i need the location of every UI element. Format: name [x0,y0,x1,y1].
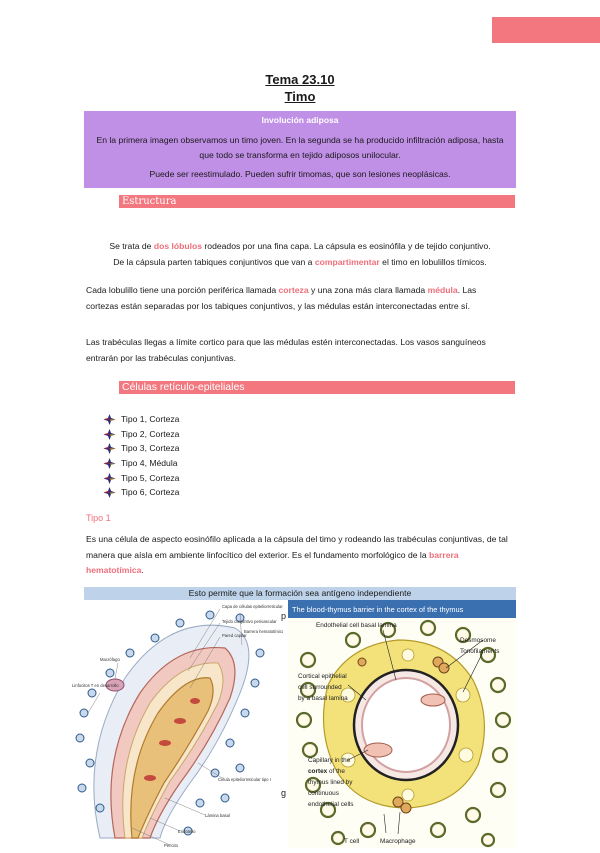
page-subtitle: Timo [284,89,316,104]
label-endotelio: Endotelio [178,829,196,834]
label-endothelial: Endothelial cell basal lamina [316,622,397,629]
label-cortical-1: Cortical epithelial [298,673,347,680]
arrow-bullet-icon [103,429,116,440]
label-desmosome: Desmosome [460,637,496,644]
list-item: Tipo 4, Médula [103,456,179,471]
page-title: Tema 23.10 [265,72,335,87]
label-linfocitos: Linfocitos T en desarrollo [72,683,119,688]
tipo1-paragraph: Es una célula de aspecto eosinófilo aplicada a la cápsula del timo y rodeando las trabéculas conjuntivas, de tal manera que aísla em ambiente linfocítico del exterior. Es el fundamento morfológico de la barrera hematotímica. [86,534,508,575]
involucion-heading: Involución adiposa [261,115,339,125]
arrow-bullet-icon [103,473,116,484]
involucion-text-2: Puede ser reestimulado. Pueden sufrir timomas, que son lesiones neoplásicas. [149,169,451,179]
involucion-text: En la primera imagen observamos un timo joven. En la segunda se ha producido infiltración adiposa, hasta que todo se transforma en tejido adiposos unilocular. [96,135,504,160]
estructura-paragraph-2: Cada lobulillo tiene una porción periférica llamada corteza y una zona más clara llamada médula. Las cortezas están separadas por los tabiques conjuntivos, y las médulas están interconectadas entre sí. [86,285,477,311]
label-tejido: Tejido conjuntivo perivascular [222,619,277,624]
tipo1-caption: Esto permite que la formación sea antígeno independiente [84,587,516,600]
label-pared: Pared capilar [222,633,247,638]
label-capillary-1: Capillary in the [308,757,351,764]
label-macrophage: Macrophage [380,838,416,845]
label-capillary-2: cortex of the [308,768,345,775]
arrow-bullet-icon [103,487,116,498]
label-capa: Capa de células epiteliorreticulares [222,604,283,609]
estructura-paragraph-1: Se trata de dos lóbulos rodeados por una fina capa. La cápsula es eosinófila y de tejido conjuntivo. De la cápsula parten tabiques conjuntivos que van a compartimentar el timo en lobulillos tímicos. [109,241,491,267]
label-capillary-5: endothelial cells [308,801,354,808]
involucion-box [84,111,516,188]
label-capillary-3: thymus lined by [308,779,353,786]
estructura-paragraph-3: Las trabéculas llegas a límite cortico para que las médulas estén interconectadas. Los vasos sanguíneos entrarán por las trabéculas conjuntivas. [86,337,486,363]
blood-thymus-barrier-diagram [288,600,516,848]
stray-letter-p: p [281,611,287,621]
list-item: Tipo 3, Corteza [103,441,179,456]
list-item: Tipo 6, Corteza [103,485,179,500]
arrow-bullet-icon [103,443,116,454]
label-tonofilaments: Tonofilaments [460,648,500,655]
label-pericito: Pericito [164,843,178,848]
corner-accent-bar [492,17,600,43]
celulas-heading: Células retículo-epiteliales [119,381,515,394]
list-item: Tipo 5, Corteza [103,471,179,486]
estructura-heading: Estructura [119,195,515,208]
arrow-bullet-icon [103,414,116,425]
label-barrera: Barrera hematotímica [244,629,283,634]
arrow-bullet-icon [103,458,116,469]
list-item: Tipo 2, Corteza [103,427,179,442]
tipo1-heading: Tipo 1 [86,513,111,523]
stray-letter-g: g [281,788,287,798]
label-cortical-2: cell surrounded [298,684,342,691]
label-tcell: T cell [344,838,360,845]
label-cortical-3: by a basal lamina [298,695,348,702]
list-item: Tipo 1, Corteza [103,412,179,427]
capillary-diagram [70,603,283,848]
celulas-list [103,412,179,500]
label-celula: Célula epiteliorreticular tipo I [218,777,271,782]
label-macrofago: Macrófago [100,657,120,662]
label-capillary-4: continuous [308,790,339,797]
figure-title: The blood-thymus barrier in the cortex of the thymus [292,605,464,614]
label-lamina: Lámina basal [205,813,230,818]
